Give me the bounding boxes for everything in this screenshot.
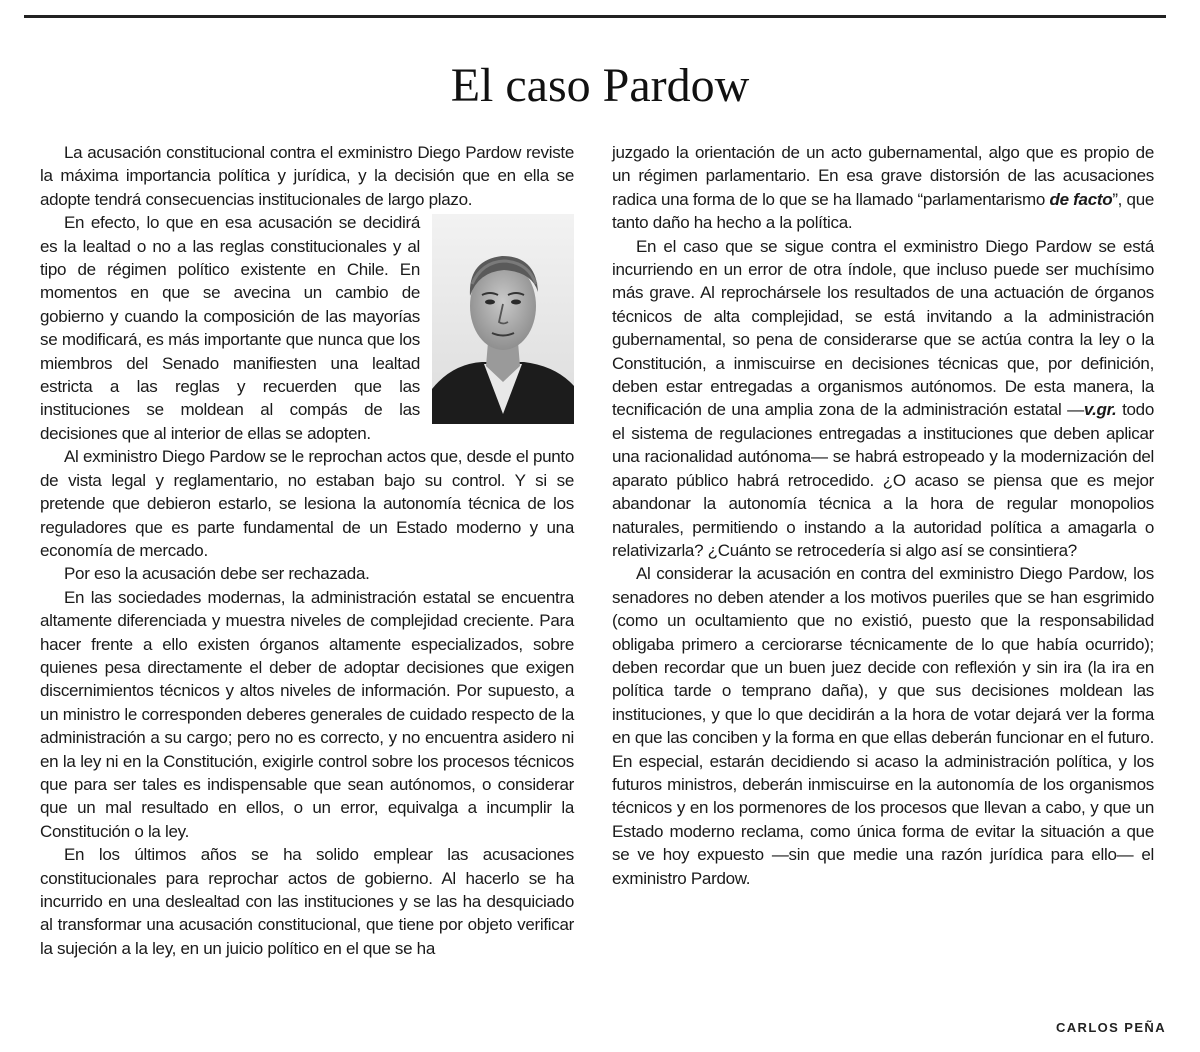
left-column <box>40 141 574 960</box>
author-portrait <box>432 214 574 424</box>
paragraph <box>612 235 1154 563</box>
right-column <box>612 141 1154 890</box>
portrait-photo-icon <box>432 214 574 424</box>
top-rule <box>24 15 1166 18</box>
paragraph: Al exministro Diego Pardow se le reprochan actos que, desde el punto de vista legal y reglamentario, no estaban bajo su control. Y si se pretende que debieron estarlo, se lesiona la autonomía técnica de los reguladores que es parte fundamental de un Estado moderno y una economía de mercado. <box>40 447 574 560</box>
paragraph <box>612 141 1154 235</box>
paragraph: En los últimos años se ha solido emplear las acusaciones constitucionales para reprochar actos de gobierno. Al hacerlo se ha incurrido en una deslealtad con las instituciones y se las ha desquiciado al transformar una acusación constitucional, que tiene por objeto verificar la sujeción a la ley, en un juicio político en el que se ha <box>40 845 574 958</box>
emphasis-text: de facto <box>1049 189 1113 209</box>
paragraph: La acusación constitucional contra el exministro Diego Pardow reviste la máxima importancia política y jurídica, y la decisión que en ella se adopte tendrá consecuencias institucionales de largo plazo. <box>40 143 574 209</box>
paragraph-text: todo el sistema de regulaciones entregadas a instituciones que deben aplicar una racionalidad autónoma— se habrá estropeado y la modernización del aparato público habrá retrocedido. ¿O acaso se piensa que es mejor abandonar la autonomía técnica a la hora de regular monopolios naturales, permitiendo o instando a la autoridad política a amagarla o relativizarla? ¿Cuánto se retrocedería si algo así se consintiera? <box>612 400 1154 560</box>
paragraph: Al considerar la acusación en contra del exministro Diego Pardow, los senadores no deben atender a los motivos pueriles que se han esgrimido (como un ocultamiento que no existió, puesto que la responsabilidad obligaba primero a cerciorarse técnicamente de lo que había ocurrido); deben recordar que un buen juez decide con reflexión y sin ira (la ira en política tarde o temprano daña), y que sus decisiones moldean las instituciones, y que lo que decidirán a la hora de votar dejará ver la forma en que las conciben y la forma en que ellas deberán funcionar en el futuro. En especial, estarán decidiendo si acaso la administración política, y los futuros ministros, deberán inmiscuirse en la autonomía de los organismos técnicos y en los pormenores de los procesos que llevan a cabo, y que un Estado moderno reclama, como única forma de evitar la situación a que se ve hoy expuesto —sin que medie una razón jurídica para ello— el exministro Pardow. <box>612 564 1154 888</box>
paragraph: En las sociedades modernas, la administración estatal se encuentra altamente diferenciada y muestra niveles de complejidad creciente. Para hacer frente a ello existen órganos altamente especializados, sobre quienes pesa directamente el deber de adoptar decisiones que exigen discernimientos técnicos y altos niveles de información. Por supuesto, a un ministro le corresponden deberes generales de cuidado respecto de la administración a su cargo; pero no es correcto, y no encuentra asidero ni en la ley ni en la Constitución, exigirle control sobre los procesos técnicos que para ser tales es indispensable que sean autónomos, o considerar que un mal resultado en ellos, o un error, equivalga a incumplir la Constitución o la ley. <box>40 587 574 841</box>
paragraph-text: juzgado la orientación de un acto gubernamental, algo que es propio de un régimen parlamentario. En esa grave distorsión de las acusaciones radica una forma de lo que se ha llamado “parlamentarismo <box>612 143 1154 209</box>
article-title: El caso Pardow <box>450 59 750 112</box>
paragraph: En efecto, lo que en esa acusación se decidirá es la lealtad o no a las reglas constitucionales y al tipo de régimen político existente en Chile. En momentos en que se avecina un cambio de gobierno y cuando la composición de las mayorías se modificará, es más importante que nunca que los miembros del Senado manifiesten una lealtad estricta a las reglas y recuerden que las instituciones se moldean al compás de las decisiones que al interior de ellas se adopten. <box>40 213 420 443</box>
paragraph-text: ”, que tanto daño ha hecho a la política. <box>612 189 1155 233</box>
emphasis-text: v.gr. <box>1083 400 1117 420</box>
paragraph: Por eso la acusación debe ser rechazada. <box>64 564 370 584</box>
author-signature: CARLOS PEÑA <box>1055 1020 1166 1035</box>
paragraph-text: En el caso que se sigue contra el exministro Diego Pardow se está incurriendo en un error de otra índole, que incluso puede ser muchísimo más grave. Al reprochársele los resultados de una actuación de órganos técnicos de alta complejidad, se está invitando a la administración gubernamental, so pena de considerarse que se actúa contra la ley o la Constitución, a inmiscuirse en decisiones técnicas que, por definición, deben estar entregadas a organismos autónomos. De esta manera, la tecnificación de una amplia zona de la administración estatal — <box>612 236 1154 420</box>
